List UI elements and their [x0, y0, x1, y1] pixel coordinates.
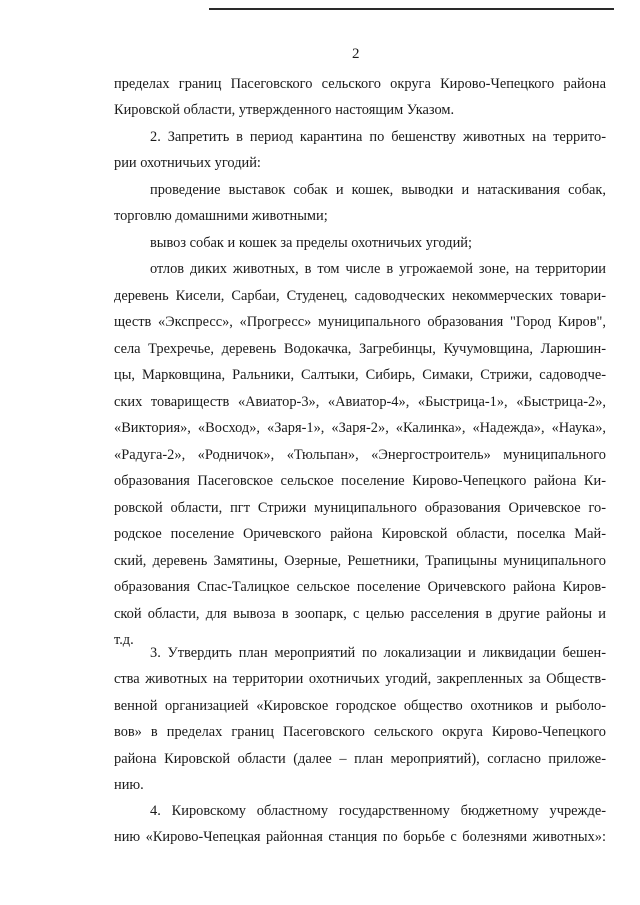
- text-line: проведение выставок собак и кошек, выводки и натаскивания собак,: [150, 182, 606, 198]
- text-line: венной организацией «Кировское городское общество охотников и рыболо-: [114, 698, 606, 714]
- text-line: деревень Кисели, Сарбаи, Студенец, садоводческих некоммерческих товари-: [114, 288, 606, 304]
- text-line: торговлю домашними животными;: [114, 208, 328, 224]
- text-line: села Трехречье, деревень Водокачка, Загребинцы, Кучумовщина, Ларюшин-: [114, 341, 606, 357]
- text-line: вывоз собак и кошек за пределы охотничьих угодий;: [150, 235, 472, 251]
- text-line: района Кировской области (далее – план мероприятий), согласно приложе-: [114, 751, 606, 767]
- text-line: ровской области, пгт Стрижи муниципального образования Оричевское го-: [114, 500, 606, 516]
- text-line: ской области, для вывоза в зоопарк, с целью расселения в другие районы и: [114, 606, 606, 622]
- text-line: нию.: [114, 777, 144, 793]
- text-line: образования Спас-Талицкое сельское поселение Оричевского района Киров-: [114, 579, 606, 595]
- text-line: 2. Запретить в период карантина по бешенству животных на террито-: [150, 129, 606, 145]
- text-line: рии охотничьих угодий:: [114, 155, 261, 171]
- text-line: Кировской области, утвержденного настоящим Указом.: [114, 102, 455, 118]
- text-line: т.д.: [114, 632, 134, 648]
- top-rule: [209, 8, 614, 10]
- text-line: ский, деревень Замятины, Озерные, Решетники, Трапицыны муниципального: [114, 553, 606, 569]
- text-line: нию «Кирово-Чепецкая районная станция по борьбе с болезнями животных»:: [114, 829, 606, 845]
- text-line: ществ «Экспресс», «Прогресс» муниципального образования "Город Киров",: [114, 314, 606, 330]
- text-line: ства животных на территории охотничьих угодий, закрепленных за Обществ-: [114, 671, 606, 687]
- text-line: отлов диких животных, в том числе в угрожаемой зоне, на территории: [150, 261, 606, 277]
- text-line: 3. Утвердить план мероприятий по локализации и ликвидации бешен-: [150, 645, 606, 661]
- text-line: пределах границ Пасеговского сельского округа Кирово-Чепецкого района: [114, 76, 606, 92]
- text-line: «Радуга-2», «Родничок», «Тюльпан», «Энергостроитель» муниципального: [114, 447, 606, 463]
- text-line: образования Пасеговское сельское поселение Кирово-Чепецкого района Ки-: [114, 473, 606, 489]
- text-line: вов» в пределах границ Пасеговского сельского округа Кирово-Чепецкого: [114, 724, 606, 740]
- text-line: цы, Марковщина, Ральники, Салтыки, Сибирь, Симаки, Стрижи, садоводче-: [114, 367, 606, 383]
- text-line: родское поселение Оричевского района Кировской области, поселка Май-: [114, 526, 606, 542]
- page-number: 2: [352, 46, 360, 62]
- text-line: ских товариществ «Авиатор-3», «Авиатор-4», «Быстрица-1», «Быстрица-2»,: [114, 394, 606, 410]
- text-line: 4. Кировскому областному государственному бюджетному учрежде-: [150, 803, 606, 819]
- text-line: «Виктория», «Восход», «Заря-1», «Заря-2», «Калинка», «Надежда», «Наука»,: [114, 420, 606, 436]
